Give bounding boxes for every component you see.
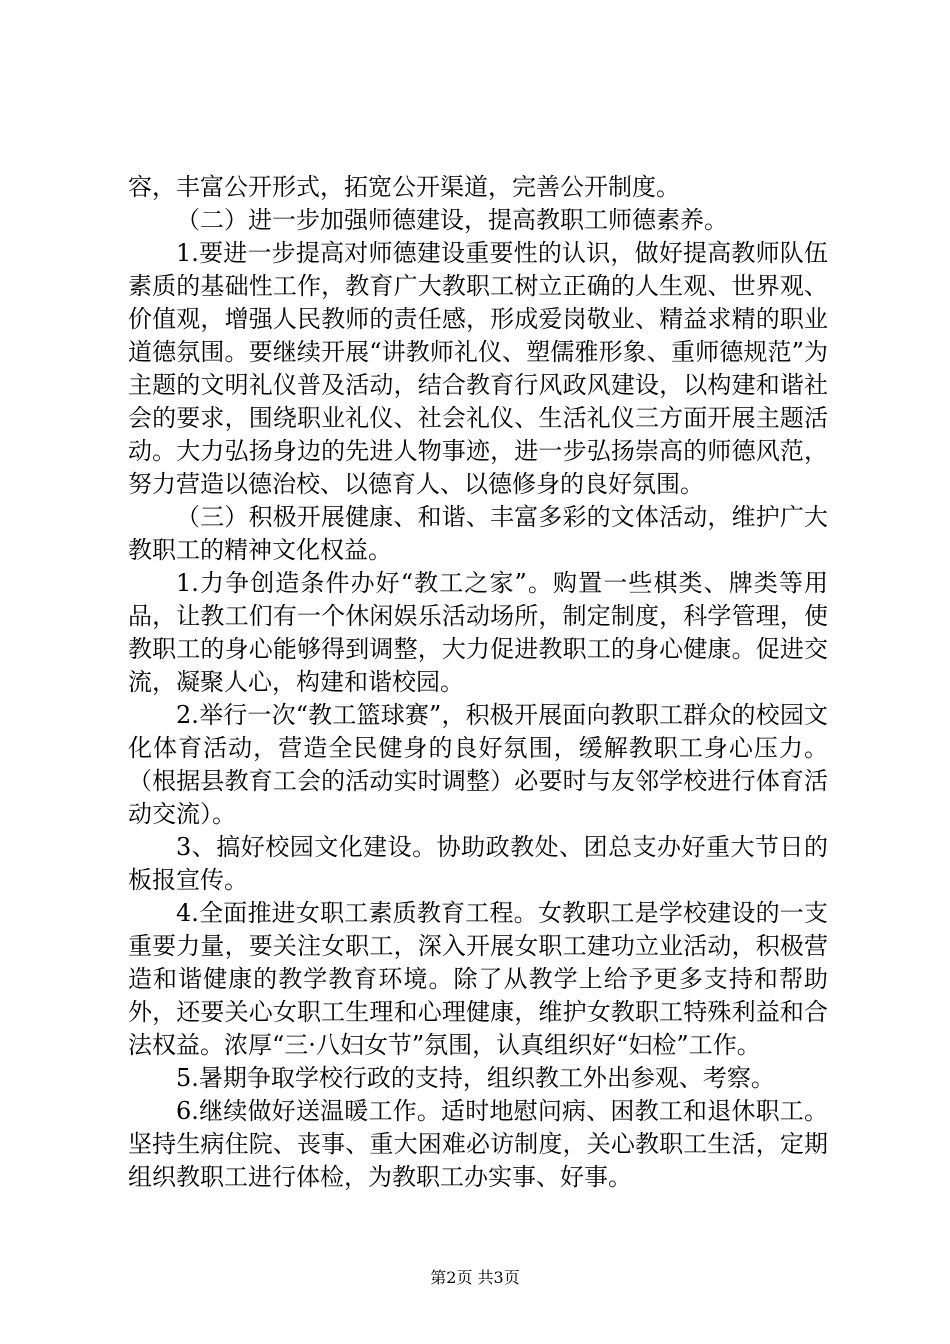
page-number-footer: 第2页 共3页 xyxy=(430,1268,520,1287)
paragraph-3-5: 5.暑期争取学校行政的支持，组织教工外出参观、考察。 xyxy=(176,1064,775,1092)
paragraph-continuation: 容，丰富公开形式，拓宽公开渠道，完善公开制度。 xyxy=(128,173,680,201)
document-body xyxy=(128,171,828,1194)
paragraph-2-1: 1.要进一步提高对师德建设重要性的认识，做好提高教师队伍素质的基础性工作，教育广大教职工树立正确的人生观、世界观、价值观，增强人民教师的责任感，形成爱岗敬业、精益求精的职业道德氛围。要继续开展“讲教师礼仪、塑儒雅形象、重师德规范”为主题的文明礼仪普及活动，结合教育行风政风建设，以构建和谐社会的要求，围绕职业礼仪、社会礼仪、生活礼仪三方面开展主题活动。大力弘扬身边的先进人物事迹，进一步弘扬崇高的师德风范，努力营造以德治校、以德育人、以德修身的良好氛围。 xyxy=(128,239,828,498)
paragraph-3-1: 1.力争创造条件办好“教工之家”。购置一些棋类、牌类等用品，让教工们有一个休闲娱乐活动场所，制定制度，科学管理，使教职工的身心能够得到调整，大力促进教职工的身心健康。促进交流，凝聚人心，构建和谐校园。 xyxy=(128,569,828,696)
paragraph-3-2: 2.举行一次“教工篮球赛”，积极开展面向教职工群众的校园文化体育活动，营造全民健身的良好氛围，缓解教职工身心压力。（根据县教育工会的活动实时调整）必要时与友邻学校进行体育活动交流）。 xyxy=(128,701,828,828)
section-heading-2: （二）进一步加强师德建设，提高教职工师德素养。 xyxy=(176,206,728,234)
paragraph-3-3: 3、搞好校园文化建设。协助政教处、团总支办好重大节日的板报宣传。 xyxy=(128,833,828,894)
paragraph-3-6: 6.继续做好送温暖工作。适时地慰问病、困教工和退休职工。坚持生病住院、丧事、重大困难必访制度，关心教职工生活，定期组织教职工进行体检，为教职工办实事、好事。 xyxy=(128,1097,828,1191)
section-heading-3: （三）积极开展健康、和谐、丰富多彩的文体活动，维护广大教职工的精神文化权益。 xyxy=(128,503,828,564)
paragraph-3-4: 4.全面推进女职工素质教育工程。女教职工是学校建设的一支重要力量，要关注女职工，深入开展女职工建功立业活动，积极营造和谐健康的教学教育环境。除了从教学上给予更多支持和帮助外，还要关心女职工生理和心理健康，维护女教职工特殊利益和合法权益。浓厚“三·八妇女节”氛围，认真组织好“妇检”工作。 xyxy=(128,899,828,1059)
